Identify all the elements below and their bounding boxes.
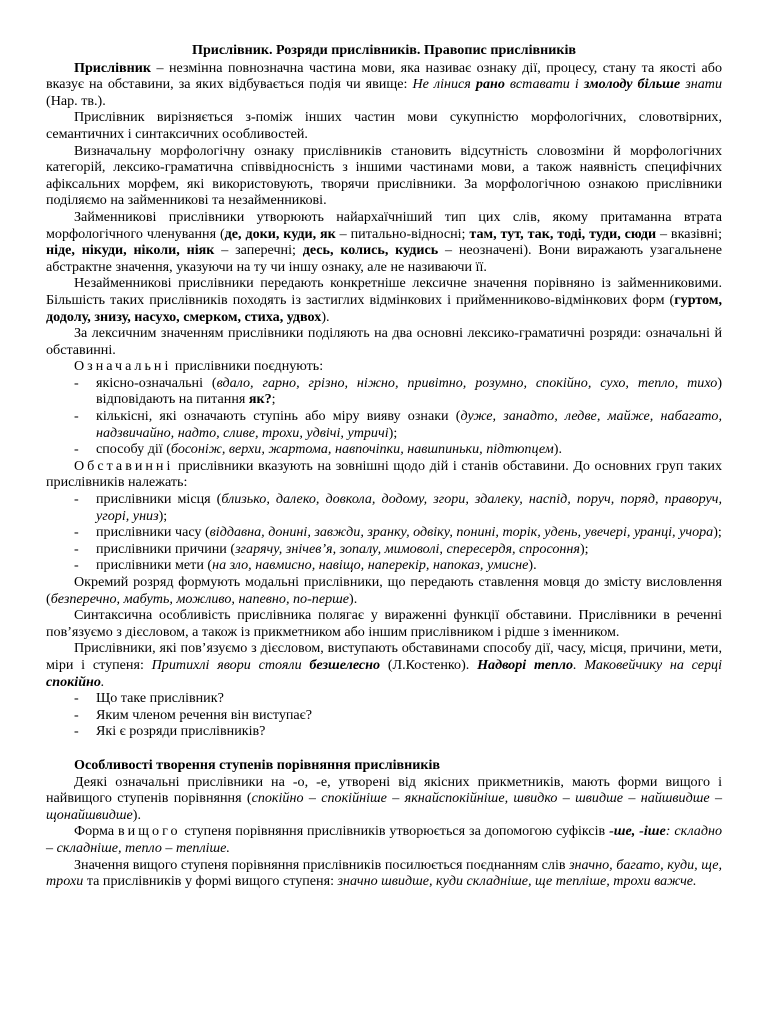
text-run: вставати і: [504, 76, 584, 93]
text-run: Надворі тепло: [477, 656, 574, 673]
paragraphs-block: [46, 60, 722, 375]
text-run: рано: [475, 76, 505, 93]
paragraphs-block-3: [46, 574, 722, 690]
text-run: .: [100, 673, 105, 690]
text-run: Синтаксична особливість прислівника полягає у вираженні функції обставини. Прислівники в реченні пов’язуємо з дієсловом, а також із прикметником або іншим прислівником і рідше з іменником.: [46, 607, 722, 640]
paragraph: [46, 574, 722, 607]
text-run: Означальні: [74, 358, 172, 375]
text-run: -ше, -іше: [609, 823, 666, 840]
paragraph: [46, 640, 722, 690]
text-run: босоніж, верхи, жартома, навпочіпки, навшпиньки, підтюпцем: [170, 441, 554, 458]
list-item: [46, 375, 722, 408]
paragraph: [46, 209, 722, 275]
text-run: ).: [528, 557, 537, 574]
adverb-types-list: [46, 375, 722, 458]
circumstantial-adverbs-list: [46, 491, 722, 574]
text-run: За лексичним значенням прислівники поділяють на два основні лексико-граматичні розряди: означальні й обставинні.: [46, 325, 722, 358]
text-run: );: [713, 524, 722, 541]
paragraph: [46, 143, 722, 209]
list-item: [46, 524, 722, 541]
text-run: (Л.Костенко).: [380, 656, 478, 673]
question-item: - Які є розряди прислівників?: [46, 723, 722, 740]
text-run: (Нар. тв.).: [46, 92, 106, 109]
intro-section: [46, 60, 722, 740]
text-run: Визначальну морфологічну ознаку прислівників становить відсутність словозміни й морфологічних категорій, лексико-граматична співвідносність з іншими частинами мови, а також наявність специфічних афіксальних морфем, які використовують, творячи прислівники. За морфологічною ознакою прислівники поділяємо на займенникові та незайменникові.: [46, 142, 722, 209]
text-run: ).: [132, 806, 141, 823]
list-item: [46, 441, 722, 458]
text-run: Значення вищого ступеня порівняння прислівників посилюється поєднанням слів: [74, 856, 570, 873]
text-run: ) відповідають на питання: [96, 374, 723, 408]
text-run: знати: [680, 76, 723, 93]
text-run: спокійно: [46, 673, 101, 690]
text-run: та прислівників у формі вищого ступеня:: [83, 873, 338, 890]
text-run: – заперечні;: [214, 242, 303, 259]
text-run: дуже, занадто, ледве, майже, набагато, надзвичайно, надто, сливе, трохи, удвічі, утричі: [96, 408, 722, 441]
text-run: Незайменникові прислівники передають конкретніше лексичне значення порівняно із займенниковими. Більшість таких прислівників походять із застиглих відмінкових і прийменниково-відмінкових форм (: [46, 275, 722, 308]
list-item: [46, 491, 722, 524]
list-item: [46, 557, 722, 574]
paragraph: [46, 458, 722, 491]
list-item: [46, 541, 722, 558]
paragraph: [46, 325, 722, 358]
text-run: значно, багато, куди, ще, трохи: [46, 856, 722, 890]
text-run: Обставинні: [74, 457, 174, 474]
questions-list: [46, 690, 722, 740]
section-title: Особливості творення ступенів порівняння прислівників: [74, 756, 441, 773]
paragraph: [46, 358, 722, 375]
question-item: - Що таке прислівник?: [46, 690, 722, 707]
text-run: – питально-відносні;: [335, 225, 470, 242]
text-run: ).: [349, 590, 358, 607]
text-run: ).: [321, 308, 330, 325]
text-run: прислівники причини (: [96, 540, 236, 557]
text-run: – неозначені). Вони виражають узагальнене абстрактне значення, указуючи на ту чи іншу ознаку, але не називаючи її.: [46, 242, 723, 275]
text-run: . Маковейчику на серці: [573, 656, 722, 673]
text-run: безперечно, мабуть, можливо, напевно, по-перше: [50, 590, 350, 607]
text-run: Не лінися: [412, 76, 476, 93]
paragraph: [46, 275, 722, 325]
text-run: віддавна, донині, завжди, зранку, одвіку, понині, торік, удень, увечері, уранці, учора: [209, 524, 714, 541]
paragraphs-block-2: [46, 458, 722, 491]
text-run: кількісні, які означають ступінь або міру вияву ознаки (: [96, 408, 461, 425]
text-run: Займенникові прислівники утворюють найархаїчніший тип цих слів, якому притаманна втрата морфологічного членування (: [46, 208, 722, 242]
text-run: вдало, гарно, грізно, ніжно, привітно, розумно, спокійно, сухо, тепло, тихо: [216, 374, 718, 391]
text-run: ступеня порівняння прислівників утворюється за допомогою суфіксів: [180, 823, 610, 840]
text-run: прислівники місця (: [96, 491, 222, 508]
text-run: Окремий розряд формують модальні прислівники, що передають ставлення мовця до змісту висловлення (: [46, 574, 722, 607]
question-item: - Яким членом речення він виступає?: [46, 707, 722, 724]
list-item: [46, 408, 722, 441]
text-run: ).: [553, 441, 562, 458]
paragraph: [46, 60, 722, 110]
text-run: – вказівні;: [656, 225, 722, 242]
text-run: як?: [248, 391, 272, 408]
text-run: прислівники поєднують:: [171, 358, 324, 375]
text-run: );: [158, 507, 168, 524]
text-run: прислівники вказують на зовнішні щодо дій і станів обставини. До основних груп таких прислівників належать:: [46, 457, 722, 491]
text-run: близько, далеко, довкола, додому, згори, здалеку, наспід, поруч, поряд, праворуч, угорі, униз: [96, 491, 723, 524]
text-run: Прислівник: [74, 59, 151, 76]
text-run: ніде, нікуди, ніколи, ніяк: [46, 242, 215, 259]
text-run: спокійно – спокійніше – якнайспокійніше, швидко – швидше – найшвидше – щонайшвидше: [46, 790, 722, 823]
text-run: );: [388, 424, 398, 441]
text-run: безшелесно: [309, 656, 381, 673]
text-run: прислівники часу (: [96, 524, 210, 541]
text-run: : складно – складніше, тепло – тепліше.: [46, 823, 723, 856]
text-run: на зло, навмисно, навіщо, наперекір, напоказ, умисне: [212, 557, 529, 574]
text-run: ;: [271, 391, 276, 408]
text-run: прислівники мети (: [96, 557, 213, 574]
paragraph: [46, 109, 722, 142]
text-run: якісно-означальні (: [96, 374, 217, 391]
text-run: Притихлі явори стояли: [151, 656, 310, 673]
text-run: там, тут, так, тоді, туди, сюди: [469, 225, 657, 242]
text-run: Форма: [74, 823, 118, 840]
text-run: згарячу, знічев’я, зопалу, мимоволі, спересердя, спросоння: [235, 540, 580, 557]
text-run: гуртом, додолу, знизу, насухо, смерком, стиха, удвох: [46, 291, 722, 325]
text-run: змолоду більше: [583, 76, 681, 93]
text-run: Деякі означальні прислівники на -о, -е, утворені від якісних прикметників, мають форми вищого і найвищого ступенів порівняння (: [46, 773, 722, 807]
paragraph: [46, 774, 722, 824]
text-run: Прислівники, які пов’язуємо з дієсловом, виступають обставинами способу дії, часу, місця, причини, мети, міри і ступеня:: [46, 640, 722, 673]
text-run: вищого: [117, 823, 181, 840]
paragraph: [46, 607, 722, 640]
page-title: Прислівник. Розряди прислівників. Правопис прислівників: [191, 42, 576, 58]
text-run: значно швидше, куди складніше, ще тепліше, трохи важче.: [337, 873, 697, 890]
paragraph: [46, 823, 722, 856]
text-run: );: [579, 540, 589, 557]
text-run: способу дії (: [96, 441, 171, 458]
text-run: десь, колись, кудись: [302, 242, 439, 259]
text-run: де, доки, куди, як: [224, 225, 336, 242]
comparison-section: [46, 774, 722, 890]
text-run: Прислівник вирізняється з-поміж інших частин мови сукупністю морфологічних, словотвірних, семантичних і синтаксичних особливостей.: [46, 109, 722, 142]
text-run: – незмінна повнозначна частина мови, яка називає ознаку дії, процесу, стану та якості або вказує на обставини, за яких відбувається подія чи явище:: [46, 59, 722, 93]
paragraph: [46, 857, 722, 890]
